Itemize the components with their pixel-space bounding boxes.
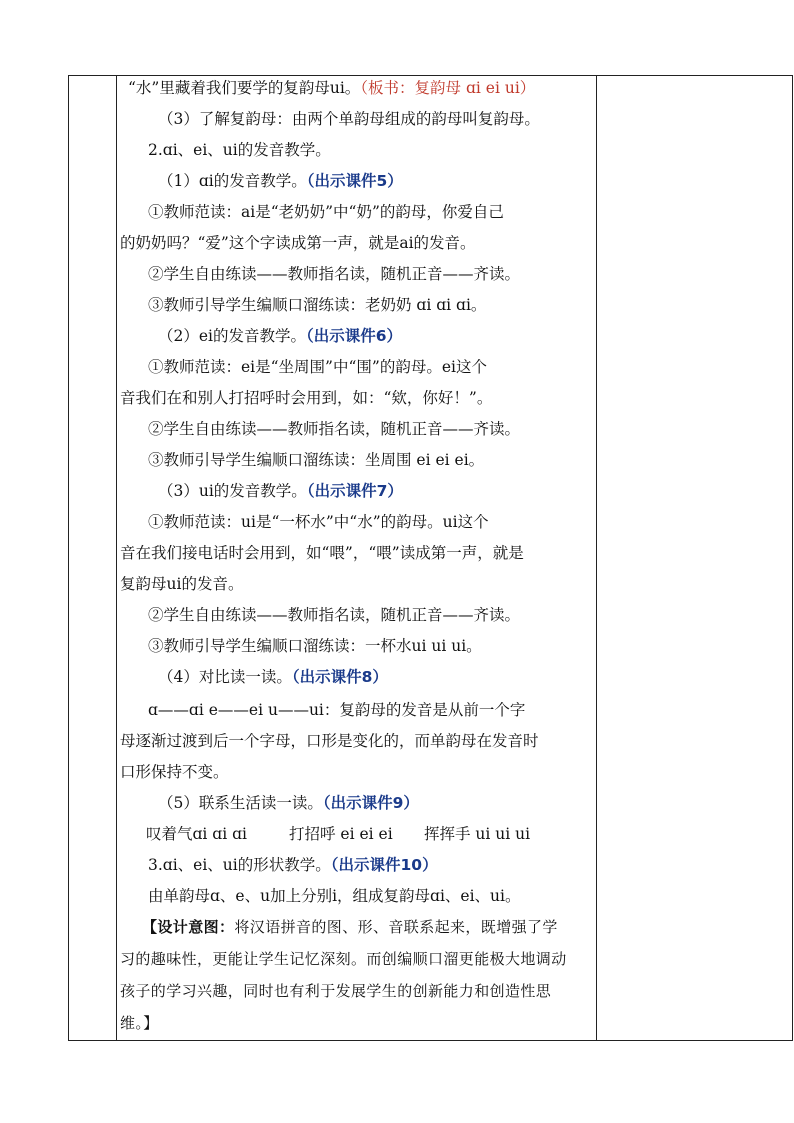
section-title: 3.ɑi、ei、ui的形状教学。	[148, 856, 331, 874]
subsection-heading-life	[158, 793, 419, 813]
text-line-15: ①教师范读：ui是“一杯水”中“水”的韵母。ui这个	[148, 513, 489, 531]
text-line-13: ③教师引导学生编顺口溜练读：坐周围 ei ei ei。	[148, 451, 485, 469]
section-heading-3	[148, 855, 438, 875]
subsection-title: （2）ei的发音教学。	[158, 327, 306, 345]
text-line-2: （3）了解复韵母：由两个单韵母组成的韵母叫复韵母。	[158, 110, 540, 128]
blackboard-note: （板书：复韵母 ɑi ei ui）	[360, 79, 536, 97]
text-line-19: ③教师引导学生编顺口溜练读：一杯水ui ui ui。	[148, 637, 482, 655]
design-intent-line-1	[142, 917, 558, 937]
table-column-divider-left	[116, 76, 117, 1040]
design-intent-line-2: 习的趣味性，更能让学生记忆深刻。而创编顺口溜更能极大地调动	[120, 950, 567, 968]
text-line-18: ②学生自由练读——教师指名读，随机正音——齐读。	[148, 606, 521, 624]
subsection-title: （1）ɑi的发音教学。	[158, 172, 307, 190]
courseware-reference: （出示课件9）	[322, 794, 419, 812]
section-heading-2: 2.ɑi、ei、ui的发音教学。	[148, 141, 331, 159]
rhyme-item-wave: 挥挥手 ui ui ui	[424, 825, 531, 843]
design-intent-text: 将汉语拼音的图、形、音联系起来，既增强了学	[234, 918, 558, 936]
subsection-title: （4）对比读一读。	[158, 668, 292, 686]
text-line-6: 的奶奶吗？“爱”这个字读成第一声，就是ai的发音。	[120, 234, 476, 252]
text-line-16: 音在我们接电话时会用到，如“喂”，“喂”读成第一声，就是	[120, 544, 524, 562]
text-line-17: 复韵母ui的发音。	[120, 575, 244, 593]
subsection-heading-ui	[158, 481, 403, 501]
text-line-8: ③教师引导学生编顺口溜练读：老奶奶 ɑi ɑi ɑi。	[148, 296, 487, 314]
text-line-7: ②学生自由练读——教师指名读，随机正音——齐读。	[148, 265, 521, 283]
text-line-22: 母逐渐过渡到后一个字母，口形是变化的，而单韵母在发音时	[120, 732, 539, 750]
subsection-heading-ei	[158, 326, 402, 346]
text-line-1	[128, 78, 535, 98]
rhyme-item-greet: 打招呼 ei ei ei	[289, 825, 393, 843]
subsection-heading-compare	[158, 667, 388, 687]
table-column-divider-right	[596, 76, 597, 1040]
subsection-title: （5）联系生活读一读。	[158, 794, 323, 812]
courseware-reference: （出示课件7）	[306, 482, 403, 500]
design-intent-label: 【设计意图：	[142, 918, 235, 936]
text-line-10: ①教师范读：ei是“坐周围”中“围”的韵母。ei这个	[148, 358, 487, 376]
text-line-12: ②学生自由练读——教师指名读，随机正音——齐读。	[148, 420, 521, 438]
text-segment: “水”里藏着我们要学的复韵母ui。	[128, 79, 361, 97]
text-line-21: ɑ——ɑi e——ei u——ui：复韵母的发音是从前一个字	[148, 701, 526, 719]
subsection-title: （3）ui的发音教学。	[158, 482, 307, 500]
courseware-reference: （出示课件6）	[306, 327, 403, 345]
design-intent-line-3: 孩子的学习兴趣，同时也有利于发展学生的创新能力和创造性思	[120, 982, 552, 1000]
subsection-heading-ai	[158, 171, 403, 191]
rhyme-item-sigh: 叹着气ɑi ɑi ɑi	[146, 825, 247, 843]
courseware-reference: （出示课件8）	[291, 668, 388, 686]
text-line-23: 口形保持不变。	[120, 763, 229, 781]
design-intent-line-4: 维。】	[120, 1014, 159, 1032]
text-line-11: 音我们在和别人打招呼时会用到，如：“欸，你好！”。	[120, 389, 493, 407]
courseware-reference: （出示课件10）	[330, 856, 438, 874]
text-line-27: 由单韵母ɑ、e、u加上分别i，组成复韵母ɑi、ei、ui。	[148, 887, 521, 905]
text-line-5: ①教师范读：ai是“老奶奶”中“奶”的韵母，你爱自己	[148, 203, 504, 221]
courseware-reference: （出示课件5）	[306, 172, 403, 190]
